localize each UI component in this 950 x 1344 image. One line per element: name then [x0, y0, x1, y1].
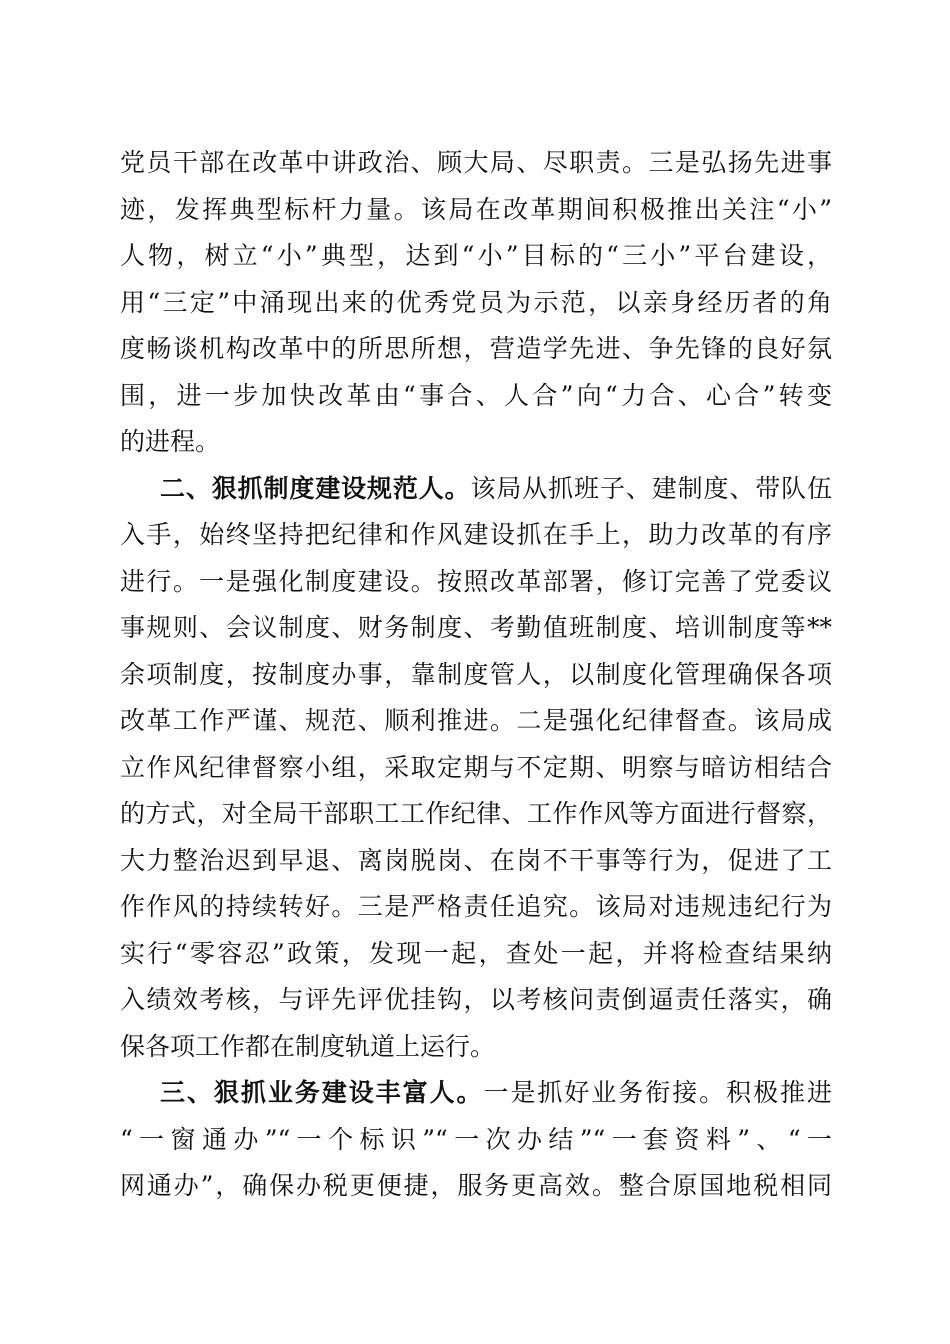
document-body	[120, 140, 832, 1210]
section-3-heading: 三、狠抓业务建设丰富人。	[160, 1078, 484, 1107]
paragraph-line: 的进程。	[120, 427, 221, 456]
paragraph-line: 保各项工作都在制度轨道上运行。	[120, 1031, 496, 1061]
section-3-first-line	[120, 1070, 832, 1117]
paragraph-line: 人物，树立“小”典型，达到“小”目标的“三小”平台建设，	[120, 241, 832, 270]
paragraph-line: 度畅谈机构改革中的所思所想，营造学先进、争先锋的良好氛	[120, 334, 832, 363]
paragraph-line: 大力整治迟到早退、离岗脱岗、在岗不干事等行为，促进了工	[120, 845, 832, 875]
section-2-first-line-text: 该局从抓班子、建制度、带队伍	[470, 473, 832, 503]
paragraph-line: 事规则、会议制度、财务制度、考勤值班制度、培训制度等**	[120, 613, 832, 642]
paragraph-line: 作作风的持续转好。三是严格责任追究。该局对违规违纪行为	[120, 892, 832, 921]
paragraph-line: 网通办”，确保办税更便捷，服务更高效。整合原国地税相同	[120, 1171, 832, 1200]
paragraph-line: 改革工作严谨、规范、顺利推进。二是强化纪律督查。该局成	[120, 706, 832, 735]
paragraph-line: 入手，始终坚持把纪律和作风建设抓在手上，助力改革的有序	[120, 520, 832, 549]
paragraph-line: 立作风纪律督察小组，采取定期与不定期、明察与暗访相结合	[120, 752, 832, 782]
paragraph-line: 党员干部在改革中讲政治、顾大局、尽职责。三是弘扬先进事	[120, 148, 832, 177]
section-2-heading: 二、狠抓制度建设规范人。	[160, 473, 471, 503]
paragraph-line: “一窗通办”“一个标识”“一次办结”“一套资料”、“一	[120, 1124, 832, 1154]
paragraph-line: 迹，发挥典型标杆力量。该局在改革期间积极推出关注“小”	[120, 194, 832, 224]
paragraph-line: 用“三定”中涌现出来的优秀党员为示范，以亲身经历者的角	[120, 287, 832, 317]
paragraph-line: 进行。一是强化制度建设。按照改革部署，修订完善了党委议	[120, 566, 832, 596]
paragraph-line: 的方式，对全局干部职工工作纪律、工作作风等方面进行督察，	[120, 799, 832, 828]
section-3-first-line-text: 一是抓好业务衔接。积极推进	[483, 1078, 832, 1107]
paragraph-line: 余项制度，按制度办事，靠制度管人，以制度化管理确保各项	[120, 659, 832, 689]
paragraph-line: 实行“零容忍”政策，发现一起，查处一起，并将检查结果纳	[120, 938, 832, 968]
paragraph-line: 围，进一步加快改革由“事合、人合”向“力合、心合”转变	[120, 380, 832, 410]
paragraph-line: 入绩效考核，与评先评优挂钩，以考核问责倒逼责任落实，确	[120, 985, 832, 1014]
section-2-first-line	[120, 466, 832, 513]
